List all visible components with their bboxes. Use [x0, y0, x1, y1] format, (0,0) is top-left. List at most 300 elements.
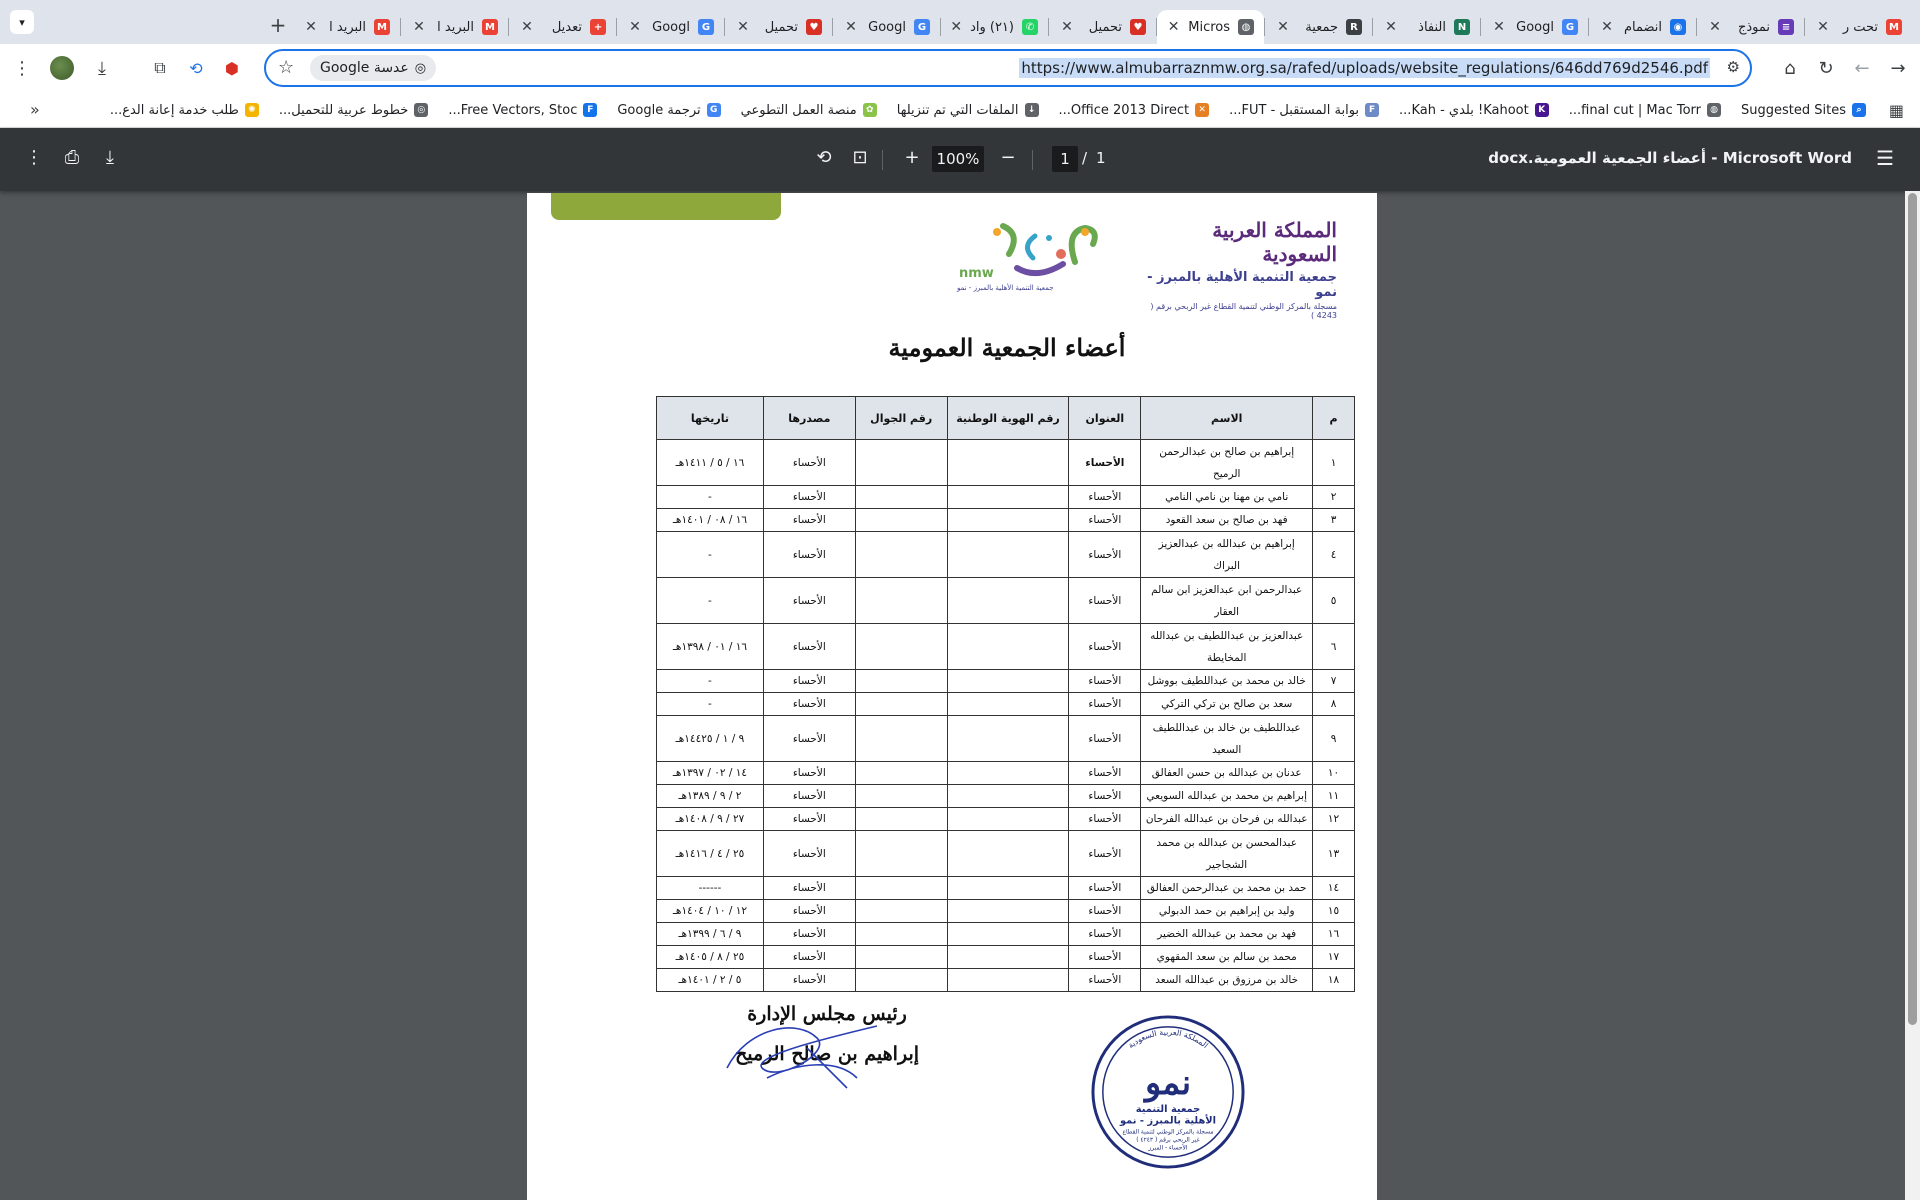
- letterhead-logo: [957, 218, 1337, 320]
- browser-tab[interactable]: [1589, 10, 1696, 44]
- tab-title: (٢١) واد: [970, 19, 1014, 35]
- bookmark-item[interactable]: [897, 103, 1039, 118]
- cell-number: ٧: [1313, 670, 1355, 693]
- cell-national-id: [947, 785, 1069, 808]
- toolbar-divider: [882, 150, 883, 170]
- cell-address: الأحساء: [1069, 716, 1141, 762]
- table-row: [657, 831, 1355, 877]
- cell-national-id: [947, 831, 1069, 877]
- cell-mobile: [855, 486, 947, 509]
- close-icon[interactable]: ✕: [1385, 19, 1397, 35]
- page-total: 1: [1096, 149, 1106, 167]
- browser-tab[interactable]: [725, 10, 832, 44]
- tab-title: النفاذ: [1418, 19, 1446, 35]
- cell-source: الأحساء: [763, 509, 855, 532]
- cell-address: الأحساء: [1069, 624, 1141, 670]
- column-header: م: [1313, 397, 1355, 440]
- cell-mobile: [855, 808, 947, 831]
- more-bookmarks-icon[interactable]: »: [30, 100, 40, 119]
- nmw-logo: [957, 218, 1117, 298]
- zoom-out-button[interactable]: −: [1000, 147, 1016, 168]
- cell-number: ٢: [1313, 486, 1355, 509]
- tab-title: جمعية: [1305, 19, 1338, 35]
- cell-date: ٢٥ / ٤ / ١٤١٦هـ: [657, 831, 764, 877]
- browser-tab[interactable]: [1373, 10, 1480, 44]
- cell-national-id: [947, 670, 1069, 693]
- zoom-input[interactable]: [932, 146, 984, 172]
- cell-national-id: [947, 969, 1069, 992]
- close-icon[interactable]: ✕: [413, 19, 425, 35]
- cell-mobile: [855, 693, 947, 716]
- heart-icon: ♥: [1130, 19, 1146, 35]
- bookmark-item[interactable]: [1569, 103, 1721, 118]
- close-icon[interactable]: ✕: [305, 19, 317, 35]
- bookmark-label: Office 2013 Direct...: [1058, 102, 1190, 118]
- browser-tab[interactable]: [1805, 10, 1912, 44]
- url-text[interactable]: https://www.almubarraznmw.org.sa/rafed/uploads/website_regulations/646dd769d2546.pdf: [1021, 59, 1708, 77]
- cell-name: سعد بن صالح بن تركي التركي: [1141, 693, 1313, 716]
- cell-name: فهد بن صالح بن سعد القعود: [1141, 509, 1313, 532]
- column-header: تاريخها: [657, 397, 764, 440]
- close-icon[interactable]: ✕: [950, 19, 963, 35]
- registration-line: مسجلة بالمركز الوطني لتنمية القطاع غير الربحي برقم ( 4243 ): [1150, 302, 1337, 320]
- browser-tab[interactable]: [617, 10, 724, 44]
- cell-source: الأحساء: [763, 716, 855, 762]
- bookmark-favicon-icon: ✺: [245, 103, 259, 117]
- cell-source: الأحساء: [763, 900, 855, 923]
- bookmark-label: Kahoot! بلدي - Kah...: [1399, 102, 1529, 118]
- table-header-row: [657, 397, 1355, 440]
- gmail-icon: M: [1886, 19, 1902, 35]
- cell-national-id: [947, 877, 1069, 900]
- table-row: [657, 946, 1355, 969]
- cell-name: عدنان بن عبدالله بن حسن العفالق: [1141, 762, 1313, 785]
- cell-address: الأحساء: [1069, 486, 1141, 509]
- cell-source: الأحساء: [763, 808, 855, 831]
- cell-address: الأحساء: [1069, 923, 1141, 946]
- tab-title: نموذج: [1737, 19, 1770, 35]
- browser-tab[interactable]: [1481, 10, 1588, 44]
- cell-name: عبدالله بن فرحان بن عبدالله الفرحان: [1141, 808, 1313, 831]
- cell-number: ٤: [1313, 532, 1355, 578]
- close-icon[interactable]: ✕: [737, 19, 749, 35]
- cell-number: ١٤: [1313, 877, 1355, 900]
- tab-title: Googl: [1516, 19, 1554, 35]
- table-row: [657, 670, 1355, 693]
- close-icon[interactable]: ✕: [1817, 19, 1829, 35]
- tab-title: تحميل: [1088, 19, 1122, 35]
- nmw-sub-text: جمعية التنمية الأهلية بالمبرز - نمو: [957, 284, 1054, 292]
- pdf-title: Microsoft Word - أعضاء الجمعية العمومية.docx: [1488, 149, 1852, 167]
- cell-date: ٩ / ٦ / ١٣٩٩هـ: [657, 923, 764, 946]
- home-icon: ⌂: [1784, 57, 1796, 79]
- lens-label: عدسة Google: [320, 60, 409, 76]
- extensions-button[interactable]: [146, 54, 174, 82]
- bookmark-item[interactable]: [279, 103, 428, 118]
- close-icon[interactable]: ✕: [845, 19, 857, 35]
- cell-number: ١٨: [1313, 969, 1355, 992]
- cell-mobile: [855, 624, 947, 670]
- nafath-icon: N: [1454, 19, 1470, 35]
- stamp-reg2: غير الربحي برقم ( ٤٢٤٣ ): [1136, 1137, 1200, 1144]
- table-row: [657, 808, 1355, 831]
- table-row: [657, 624, 1355, 670]
- sync-square-icon: ⟲: [189, 58, 203, 78]
- bookmark-item[interactable]: [110, 103, 259, 118]
- column-header: رقم الهوية الوطنية: [947, 397, 1069, 440]
- cell-source: الأحساء: [763, 831, 855, 877]
- gmail-icon: M: [374, 19, 390, 35]
- bookmark-label: طلب خدمة إعانة الدع...: [109, 102, 239, 118]
- cell-address: الأحساء: [1069, 440, 1141, 486]
- cell-national-id: [947, 808, 1069, 831]
- bookmark-favicon-icon: F: [583, 103, 597, 117]
- stamp-line1: جمعية التنمية: [1135, 1103, 1201, 1115]
- close-icon[interactable]: ✕: [521, 19, 533, 35]
- table-row: [657, 785, 1355, 808]
- cell-national-id: [947, 900, 1069, 923]
- r-icon: R: [1346, 19, 1362, 35]
- table-row: [657, 969, 1355, 992]
- cell-number: ١٣: [1313, 831, 1355, 877]
- cell-date: ٩ / ١ / ١٤٤٢٥هـ: [657, 716, 764, 762]
- bookmark-favicon-icon: ✿: [863, 103, 877, 117]
- google-icon: G: [914, 19, 930, 35]
- pdf-more-icon[interactable]: ⋮: [25, 147, 43, 168]
- cell-name: إبراهيم بن عبدالله بن عبدالعزيز البراك: [1141, 532, 1313, 578]
- cell-address: الأحساء: [1069, 532, 1141, 578]
- rotate-icon[interactable]: ⟲: [816, 147, 832, 168]
- bookmark-favicon-icon: K: [1535, 103, 1549, 117]
- bookmark-label: final cut | Mac Torr...: [1568, 102, 1702, 118]
- cell-name: إبراهيم بن محمد بن عبدالله السويعي: [1141, 785, 1313, 808]
- bookmark-item[interactable]: [1399, 103, 1549, 118]
- cell-date: ٢٥ / ٨ / ١٤٠٥هـ: [657, 946, 764, 969]
- bookmark-favicon-icon: ◍: [1707, 103, 1721, 117]
- cell-number: ١٢: [1313, 808, 1355, 831]
- cell-number: ١: [1313, 440, 1355, 486]
- table-row: [657, 440, 1355, 486]
- tab-title: تعديل: [551, 19, 582, 35]
- browser-tab[interactable]: [1697, 10, 1804, 44]
- cell-mobile: [855, 509, 947, 532]
- signature-block: [697, 1003, 957, 1065]
- cell-name: خالد بن محمد بن عبداللطيف بووشل: [1141, 670, 1313, 693]
- pdf-page: [527, 193, 1377, 1200]
- bookmarks-bar: [0, 92, 1920, 128]
- cell-mobile: [855, 716, 947, 762]
- downloads-button[interactable]: [88, 54, 116, 82]
- cell-address: الأحساء: [1069, 693, 1141, 716]
- cell-address: الأحساء: [1069, 762, 1141, 785]
- browser-tab[interactable]: [833, 10, 940, 44]
- close-icon[interactable]: ✕: [1601, 19, 1613, 35]
- signatory-role: رئيس مجلس الإدارة: [747, 1003, 907, 1025]
- cell-national-id: [947, 532, 1069, 578]
- cell-national-id: [947, 440, 1069, 486]
- cell-date: ٢٧ / ٩ / ١٤٠٨هـ: [657, 808, 764, 831]
- table-row: [657, 877, 1355, 900]
- header-green-bar: [551, 193, 781, 220]
- document-title: أعضاء الجمعية العمومية: [888, 333, 1126, 362]
- table-row: [657, 578, 1355, 624]
- cell-number: ١٧: [1313, 946, 1355, 969]
- cell-number: ٥: [1313, 578, 1355, 624]
- cell-date: -: [657, 532, 764, 578]
- cell-name: فهد بن محمد بن عبدالله الخضير: [1141, 923, 1313, 946]
- stamp-city: الأحساء - المبرز: [1148, 1145, 1188, 1152]
- vertical-scrollbar[interactable]: [1905, 191, 1920, 1200]
- cell-mobile: [855, 785, 947, 808]
- cell-source: الأحساء: [763, 923, 855, 946]
- table-row: [657, 509, 1355, 532]
- cell-national-id: [947, 486, 1069, 509]
- gmail-icon: M: [482, 19, 498, 35]
- bookmark-favicon-icon: ◎: [414, 103, 428, 117]
- tab-title: البريد ا: [329, 19, 366, 35]
- more-vert-icon: ⋮: [13, 57, 31, 79]
- members-table: [656, 396, 1355, 992]
- cell-date: ١٦ / ٠١ / ١٣٩٨هـ: [657, 624, 764, 670]
- cell-source: الأحساء: [763, 946, 855, 969]
- cell-address: الأحساء: [1069, 578, 1141, 624]
- cell-address: الأحساء: [1069, 785, 1141, 808]
- cell-address: الأحساء: [1069, 969, 1141, 992]
- cell-number: ١٥: [1313, 900, 1355, 923]
- cell-address: الأحساء: [1069, 509, 1141, 532]
- cell-national-id: [947, 923, 1069, 946]
- google-icon: G: [1562, 19, 1578, 35]
- cell-date: -: [657, 693, 764, 716]
- cell-name: عبداللطيف بن خالد بن عبداللطيف السعيد: [1141, 716, 1313, 762]
- table-row: [657, 486, 1355, 509]
- cell-mobile: [855, 440, 947, 486]
- browser-tab[interactable]: [293, 10, 400, 44]
- bookmark-favicon-icon: ↓: [1025, 103, 1039, 117]
- bookmark-label: الملفات التي تم تنزيلها: [896, 102, 1019, 118]
- cell-national-id: [947, 946, 1069, 969]
- browser-tab[interactable]: [1265, 10, 1372, 44]
- google-lens-chip[interactable]: [310, 55, 436, 81]
- toolbar-divider: [1032, 150, 1033, 170]
- chevron-down-icon: ▾: [19, 15, 25, 29]
- cell-number: ٦: [1313, 624, 1355, 670]
- cell-name: خالد بن مرزوق بن عبدالله السعد: [1141, 969, 1313, 992]
- pdf-sidebar-menu-icon[interactable]: ☰: [1876, 146, 1894, 170]
- cell-mobile: [855, 923, 947, 946]
- cell-mobile: [855, 900, 947, 923]
- close-icon[interactable]: ✕: [629, 19, 641, 35]
- bookmark-item[interactable]: [741, 103, 877, 118]
- bookmark-label: منصة العمل التطوعي: [740, 102, 857, 118]
- print-icon[interactable]: ⎙: [64, 147, 80, 168]
- home-button[interactable]: [1776, 54, 1804, 82]
- cell-date: ------: [657, 877, 764, 900]
- bookmark-label: Free Vectors, Stoc...: [448, 102, 578, 118]
- table-row: [657, 923, 1355, 946]
- table-row: [657, 762, 1355, 785]
- kingdom-name: المملكة العربية السعودية: [1212, 218, 1337, 266]
- table-row: [657, 900, 1355, 923]
- tab-list: [293, 0, 1912, 44]
- cell-number: ١١: [1313, 785, 1355, 808]
- nmw-latin-text: nmw: [959, 266, 994, 281]
- cell-address: الأحساء: [1069, 900, 1141, 923]
- cell-source: الأحساء: [763, 762, 855, 785]
- tab-title: تحت ر: [1842, 19, 1878, 35]
- cell-date: -: [657, 578, 764, 624]
- download-pdf-icon[interactable]: ⤓: [106, 147, 114, 168]
- cell-national-id: [947, 693, 1069, 716]
- bookmark-favicon-icon: G: [707, 103, 721, 117]
- browser-tab[interactable]: [509, 10, 616, 44]
- extension-sync-button[interactable]: [182, 54, 210, 82]
- stamp-center-text: نمو: [1144, 1061, 1192, 1102]
- download-icon: ⤓: [98, 57, 106, 79]
- table-row: [657, 532, 1355, 578]
- cell-national-id: [947, 578, 1069, 624]
- bookmark-label: ترجمة Google: [617, 102, 701, 118]
- cell-number: ١٠: [1313, 762, 1355, 785]
- google-icon: G: [698, 19, 714, 35]
- cell-number: ٣: [1313, 509, 1355, 532]
- arrow-forward-icon: ←: [1854, 57, 1870, 79]
- cell-source: الأحساء: [763, 440, 855, 486]
- bookmark-star-icon[interactable]: ☆: [278, 57, 295, 78]
- reload-button[interactable]: [1812, 54, 1840, 82]
- forward-button[interactable]: [1848, 54, 1876, 82]
- tab-title: انضمام: [1623, 19, 1662, 35]
- bookmark-label: Suggested Sites: [1741, 102, 1846, 118]
- cell-address: الأحساء: [1069, 670, 1141, 693]
- cell-name: عبدالرحمن ابن عبدالعزيز ابن سالم العقار: [1141, 578, 1313, 624]
- cell-mobile: [855, 831, 947, 877]
- puzzle-icon: ⧉: [154, 58, 166, 77]
- cell-address: الأحساء: [1069, 808, 1141, 831]
- tab-title: Micros: [1188, 19, 1230, 35]
- browser-tab[interactable]: [1157, 10, 1264, 44]
- pdf-toolbar: [0, 128, 1920, 191]
- tab-title: البريد ا: [437, 19, 474, 35]
- fit-page-icon[interactable]: ⊡: [852, 147, 868, 168]
- browser-menu-button[interactable]: [8, 54, 36, 82]
- cell-source: الأحساء: [763, 624, 855, 670]
- whatsapp-icon: ✆: [1022, 19, 1038, 35]
- close-icon[interactable]: ✕: [1061, 19, 1073, 35]
- cell-mobile: [855, 670, 947, 693]
- arrow-back-icon: →: [1890, 57, 1906, 79]
- heart-icon: ♥: [806, 19, 822, 35]
- close-icon[interactable]: ✕: [1277, 19, 1289, 35]
- table-body: [657, 440, 1355, 992]
- browser-tab[interactable]: [941, 10, 1048, 44]
- close-icon[interactable]: ✕: [1167, 19, 1180, 35]
- forms-icon: ≡: [1778, 19, 1794, 35]
- cell-date: ١٤ / ٠٢ / ١٣٩٧هـ: [657, 762, 764, 785]
- page-number-input[interactable]: [1052, 146, 1078, 172]
- adblock-button[interactable]: [218, 54, 246, 82]
- page-current: 1: [1060, 150, 1070, 168]
- cell-date: -: [657, 670, 764, 693]
- column-header: العنوان: [1069, 397, 1141, 440]
- bookmark-favicon-icon: F: [1365, 103, 1379, 117]
- bookmark-favicon-icon: ⌕: [1852, 103, 1866, 117]
- zoom-value: 100%: [936, 150, 980, 168]
- cell-source: الأحساء: [763, 785, 855, 808]
- cell-name: حمد بن محمد بن عبدالرحمن العفالق: [1141, 877, 1313, 900]
- cell-national-id: [947, 762, 1069, 785]
- apps-grid-icon[interactable]: ▦: [1888, 101, 1904, 120]
- cell-source: الأحساء: [763, 877, 855, 900]
- bookmark-label: خطوط عربية للتحميل...: [278, 102, 409, 118]
- cell-name: محمد بن سالم بن سعد المقهوي: [1141, 946, 1313, 969]
- bookmark-favicon-icon: ✕: [1195, 103, 1209, 117]
- browser-tab[interactable]: [1049, 10, 1156, 44]
- cell-address: الأحساء: [1069, 946, 1141, 969]
- cell-name: نامي بن مهنا بن نامي النامي: [1141, 486, 1313, 509]
- cell-date: ١٦ / ٠٨ / ١٤٠١هـ: [657, 509, 764, 532]
- stop-sign-icon: ⬢: [225, 58, 239, 78]
- cell-date: -: [657, 486, 764, 509]
- new-tab-button[interactable]: +: [269, 13, 287, 37]
- globe-icon: ◍: [1238, 19, 1254, 35]
- cell-mobile: [855, 877, 947, 900]
- tab-strip: [0, 0, 1920, 44]
- cell-number: ٩: [1313, 716, 1355, 762]
- cell-source: الأحساء: [763, 578, 855, 624]
- bookmark-item[interactable]: [1741, 103, 1866, 118]
- cell-mobile: [855, 946, 947, 969]
- column-header: الاسم: [1141, 397, 1313, 440]
- bookmark-item[interactable]: [617, 103, 720, 118]
- bookmark-item[interactable]: [1059, 103, 1210, 118]
- cell-date: ٥ / ٢ / ١٤٠١هـ: [657, 969, 764, 992]
- bookmark-item[interactable]: [448, 103, 597, 118]
- cell-number: ٨: [1313, 693, 1355, 716]
- tab-title: Googl: [868, 19, 906, 35]
- cell-mobile: [855, 969, 947, 992]
- tab-title: تحميل: [764, 19, 798, 35]
- bookmark-item[interactable]: [1229, 103, 1379, 118]
- cell-address: الأحساء: [1069, 877, 1141, 900]
- cell-date: ١٦ / ٥ / ١٤١١هـ: [657, 440, 764, 486]
- cell-national-id: [947, 509, 1069, 532]
- profile-avatar[interactable]: [50, 56, 74, 80]
- lens-icon: ◎: [414, 60, 427, 76]
- column-header: مصدرها: [763, 397, 855, 440]
- reload-icon: ↻: [1818, 57, 1834, 79]
- official-stamp-icon: [1089, 1013, 1247, 1171]
- bookmark-list: [110, 92, 1866, 128]
- site-info-icon[interactable]: ⚙: [1726, 58, 1740, 76]
- close-icon[interactable]: ✕: [1709, 19, 1721, 35]
- back-button[interactable]: [1884, 54, 1912, 82]
- address-bar[interactable]: [264, 49, 1752, 87]
- scrollbar-thumb[interactable]: [1908, 193, 1917, 1025]
- cell-date: ٢ / ٩ / ١٣٨٩هـ: [657, 785, 764, 808]
- close-icon[interactable]: ✕: [1493, 19, 1505, 35]
- cell-source: الأحساء: [763, 486, 855, 509]
- signatory-name: إبراهيم بن صالح الرميح: [734, 1043, 920, 1065]
- cell-mobile: [855, 532, 947, 578]
- svg-text:المملكة العربية السعودية: [1126, 1028, 1209, 1050]
- cell-date: ١٢ / ١٠ / ١٤٠٤هـ: [657, 900, 764, 923]
- cell-mobile: [855, 578, 947, 624]
- chat-icon: ◉: [1670, 19, 1686, 35]
- zoom-in-button[interactable]: +: [904, 147, 920, 168]
- browser-tab[interactable]: [401, 10, 508, 44]
- tab-search-button[interactable]: [10, 10, 34, 34]
